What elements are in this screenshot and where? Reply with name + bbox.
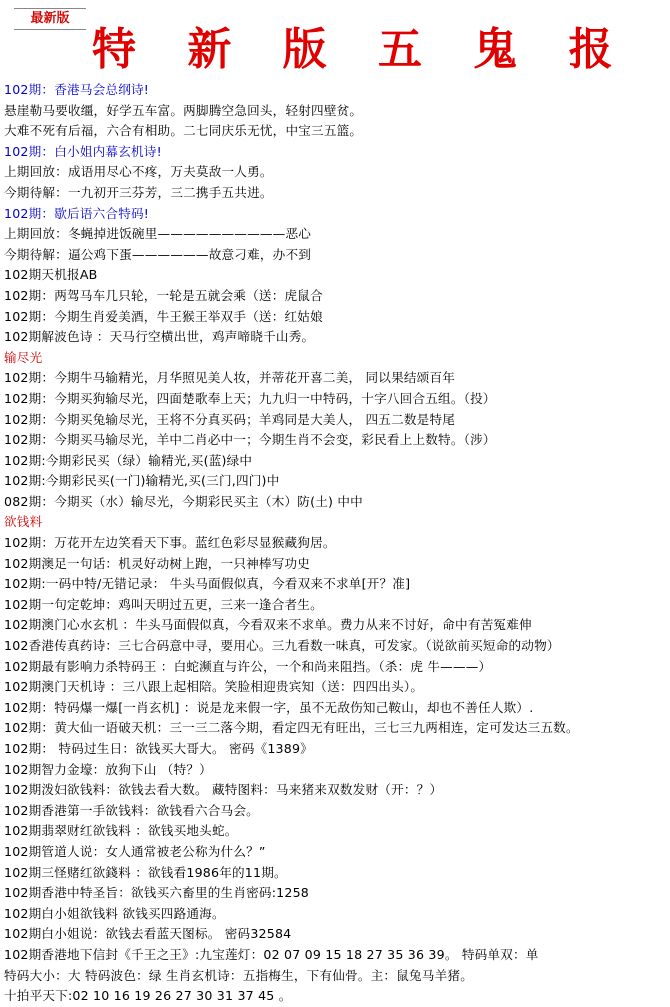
text-line: 102期：黄大仙一语破天机：三一三二落今期，看定四无有旺出，三七三九两相连，定可发达三五数。 (4, 720, 579, 736)
text-line: 102期香港第一手欲钱料：欲钱看六合马会。 (4, 802, 259, 818)
heading-line: 102期：白小姐内幕玄机诗! (4, 143, 162, 159)
text-line: 102期:今期彩民买(一门)输精光,买(三门,四门)中 (4, 473, 280, 489)
text-line: 102期澳足一句话：机灵好动树上跑，一只神棒写功史 (4, 555, 311, 571)
text-line: 102期香港中特圣旨：欲钱买六畜里的生肖密码:1258 (4, 885, 310, 901)
text-line: 今期待解：一九初开三芬芳，三二携手五共进。 (4, 184, 273, 200)
text-line: 102期白小姐欲钱料 欲钱买四路通海。 (4, 905, 225, 921)
text-line: 102期:一码中特/无错记录： 牛头马面假似真，今看双来不求单[开？准] (4, 576, 411, 592)
page-title: 特 新 版 五 鬼 报 (92, 24, 631, 75)
text-line: 102期一句定乾坤：鸡叫天明过五更，三来一逢合者生。 (4, 596, 323, 612)
text-line: 今期待解：逼公鸡下蛋——————故意刁难，办不到 (4, 246, 312, 262)
text-line: 102期：万花开左边笑看天下事。蓝红色彩尽显猴藏狗居。 (4, 535, 336, 551)
text-line: 102期三怪赌红欲錢料 ：欲钱看1986年的11期。 (4, 864, 287, 880)
text-line: 082期：今期买（水）输尽光，今期彩民买主（木）防(土) 中中 (4, 493, 363, 509)
content-lines (4, 80, 666, 1007)
text-line: 102期：今期买狗输尽光，四面楚歌奉上天；九九归一中特码，十字八回合五组。（投） (4, 390, 496, 406)
text-line: 102期白小姐说：欲钱去看蓝天图标。 密码32584 (4, 926, 292, 942)
text-line: 102期管道人说：女人通常被老公称为什么？” (4, 843, 266, 859)
text-line: 102期：两驾马车几只轮，一轮是五就会乘（送：虎鼠合 (4, 287, 323, 303)
text-line: 102期:今期彩民买（绿）输精光,买(蓝)绿中 (4, 452, 253, 468)
text-line: 102期天机报AB (4, 267, 98, 283)
text-line: 102期智力金壕：放狗下山 （特？） (4, 761, 212, 777)
section-label: 输尽光 (4, 349, 43, 365)
heading-line: 102期：歇后语六合特码! (4, 205, 150, 221)
text-line: 上期回放：成语用尽心不疼，万夫莫敌一人勇。 (4, 164, 273, 180)
text-line: 102期：特码爆一爆[一肖玄机] ：说是龙来假一字，虽不无敌伤知己鞍山，却也不善任人欺）. (4, 699, 534, 715)
text-line: 102香港传真药诗：三七合码意中寻，要用心。三九看数一味真，可发家。（说欲前买短命的动物） (4, 638, 560, 654)
text-line: 特码大小：大 特码波色：绿 生肖玄机诗：五指梅生，下有仙骨。主：鼠兔马羊猪。 (4, 967, 473, 983)
text-line: 上期回放：冬蝇掉进饭碗里——————————恶心 (4, 226, 312, 242)
text-line: 十拍平天下:02 10 16 19 26 27 30 31 37 45 。 (4, 988, 292, 1004)
section-label: 欲钱料 (4, 514, 43, 530)
text-line: 悬崖勒马要收缰，好学五车富。两脚腾空急回头，轻射四壁贫。 (4, 102, 363, 118)
text-line: 102期泼妇欲钱料：欲钱去看大数。 藏特图料：马来猪来双数发财（开：？） (4, 782, 443, 798)
text-line: 102期最有影响力杀特码王 ：白蛇濒直与许公，一个和尚来阻挡。（杀：虎 牛———） (4, 658, 492, 674)
text-line: 102期澳门心水玄机 ：牛头马面假似真，今看双来不求单。费力从来不讨好，命中有苦冤难伸 (4, 617, 532, 633)
text-line: 102期：今期生肖爱美酒，牛王猴王举双手（送：红姑娘 (4, 308, 323, 324)
text-line: 102期澳门天机诗 ：三八跟上起相陪。笑脸相迎贵宾知（送：四四出头）。 (4, 679, 424, 695)
text-line: 大难不死有后福，六合有相助。二七同庆乐无忧，中宝三五篮。 (4, 123, 363, 139)
edition-label: 最新版 (14, 8, 86, 30)
text-line: 102期：今期买兔输尽光，王将不分真买码；羊鸡同是大美人， 四五二数是特尾 (4, 411, 456, 427)
text-line: 102期：今期牛马输精光，月华照见美人妆，并蒂花开喜二美， 同以果结颂百年 (4, 370, 456, 386)
text-line: 102期： 特码过生日：欲钱买大哥大。 密码《1389》 (4, 741, 313, 756)
text-line: 102期翡翠财红欲钱料 ：欲钱买地头蛇。 (4, 823, 238, 839)
text-line: 102期解波色诗 ：天马行空横出世，鸡声啼晓千山秀。 (4, 329, 315, 345)
text-line: 102期：今期买马输尽光，羊中二肖必中一；今期生肖不会变，彩民看上上数特。（涉） (4, 432, 496, 448)
text-line: 102期香港地下信封《千王之王》:九宝莲灯：02 07 09 15 18 27 35 36 39。 特码单双：单 (4, 946, 539, 962)
heading-line: 102期：香港马会总纲诗! (4, 82, 150, 97)
